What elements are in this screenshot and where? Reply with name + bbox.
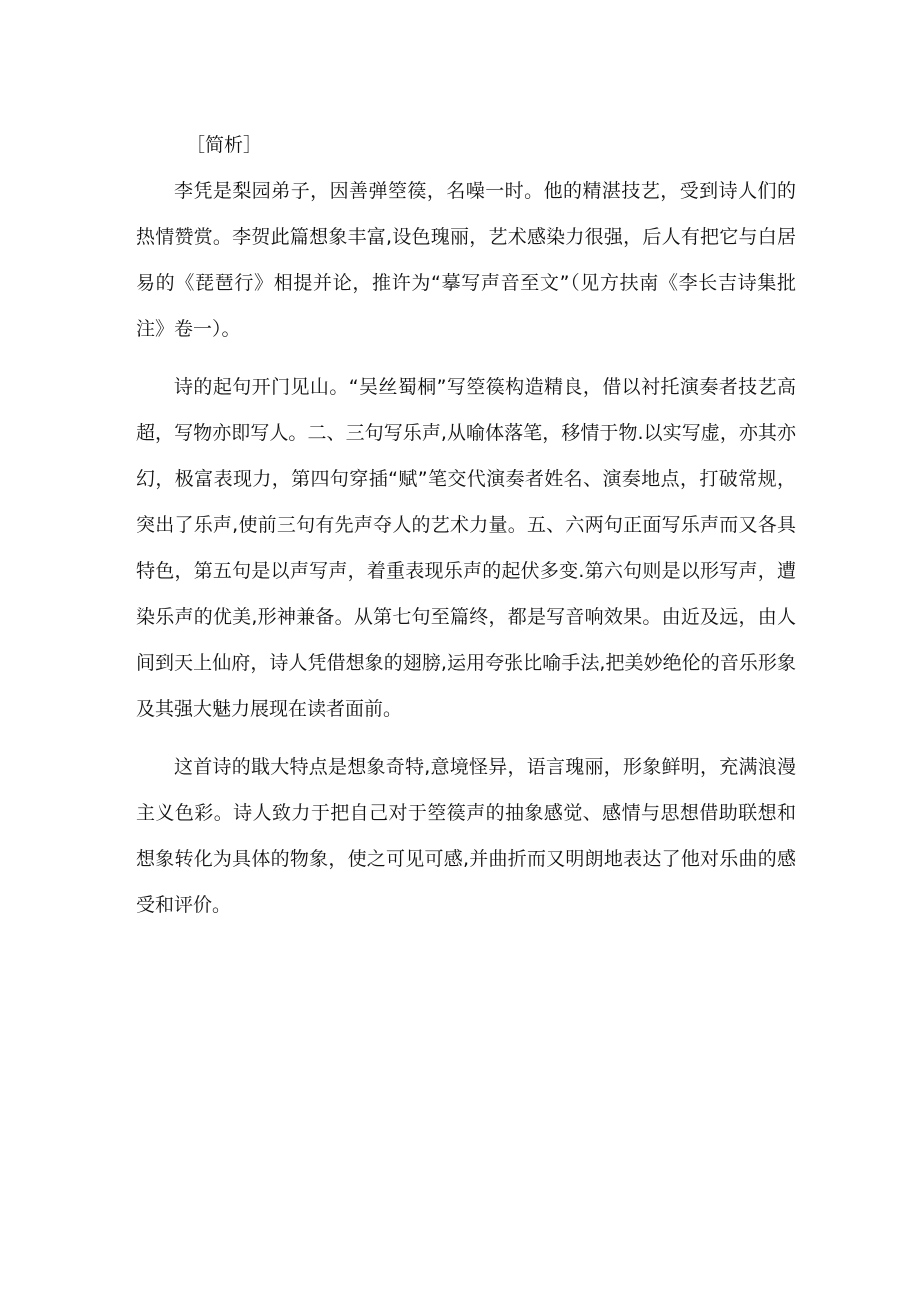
paragraph-analysis: 诗的起句开门见山。“吴丝蜀桐”写箜篌构造精良，借以衬托演奏者技艺高超，写物亦即写人。二、三句写乐声,从喻体落笔，移情于物.以实写虚，亦其亦幻，极富表现力，第四句穿插“赋”笔交代演奏者姓名、演奏地点，打破常规，突出了乐声,使前三句有先声夺人的艺术力量。五、六两句正面写乐声而又各具特色，第五句是以声写声，着重表现乐声的起伏多变.第六句则是以形写声，遭染乐声的优美,形神兼备。从第七句至篇终，都是写音响效果。由近及远，由人间到天上仙府，诗人凭借想象的翅膀,运用夸张比喻手法,把美妙绝伦的音乐形象及其强大魅力展现在读者面前。 bbox=[136, 376, 796, 720]
paragraph-intro: 李凭是梨园弟子，因善弹箜篌，名噪一时。他的精湛技艺，受到诗人们的热情赞赏。李贺此篇想象丰富,设色瑰丽，艺术感染力很强，后人有把它与白居易的《琵琶行》相提并论，推许为“摹写声音至文”（见方扶南《李长吉诗集批注》卷一）。 bbox=[136, 180, 796, 340]
section-heading: ［简析］ bbox=[186, 134, 263, 156]
paragraph-summary: 这首诗的戢大特点是想象奇特,意境怪异，语言瑰丽，形象鲜明，充满浪漫主义色彩。诗人致力于把自己对于箜篌声的抽象感觉、感情与思想借助联想和想象转化为具体的物象，使之可见可感,并曲折而又明朗地表达了他对乐曲的感受和评价。 bbox=[136, 756, 796, 916]
document-body bbox=[136, 122, 796, 928]
